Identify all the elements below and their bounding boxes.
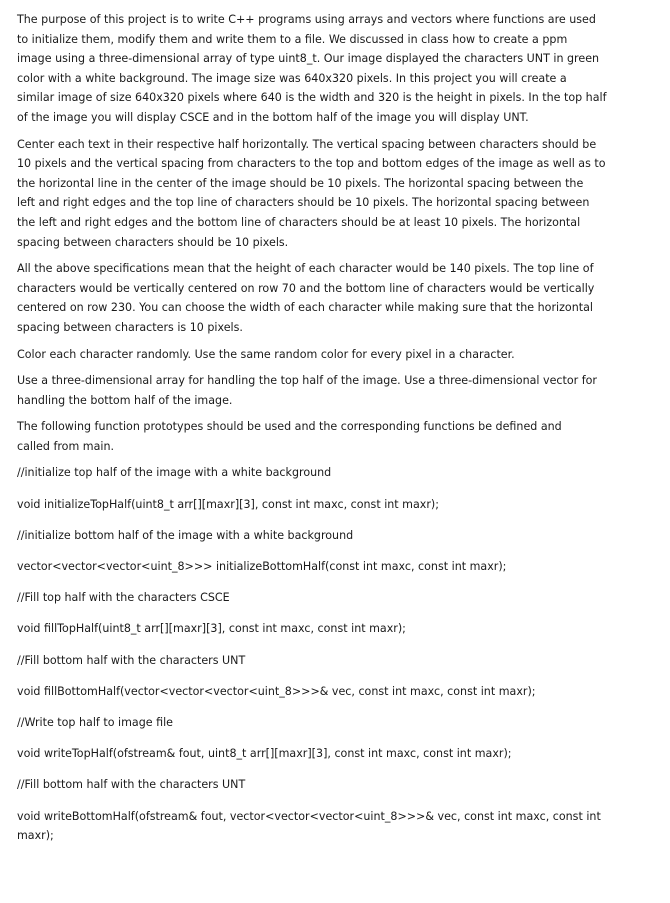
text-line: Color each character randomly. Use the same random color for every pixel in a character.: [17, 347, 515, 361]
code-comment-line: //initialize top half of the image with a white background: [17, 466, 332, 480]
text-line: maxr);: [17, 829, 54, 843]
paragraph: [17, 417, 658, 456]
function-prototype-line: void fillBottomHalf(vector<vector<vector<uint_8>>>& vec, const int maxc, const int maxr);: [17, 684, 536, 698]
code-comment-line: //Fill top half with the characters CSCE: [17, 591, 230, 605]
text-line: spacing between characters should be 10 pixels.: [17, 235, 289, 249]
paragraph: [17, 259, 658, 337]
function-prototype-line: vector<vector<vector<uint_8>>> initializeBottomHalf(const int maxc, const int maxr);: [17, 560, 507, 574]
paragraph: [17, 135, 658, 253]
description-section: [17, 10, 658, 456]
function-prototype-line: void initializeTopHalf(uint8_t arr[][maxr][3], const int maxc, const int maxr);: [17, 497, 439, 511]
function-prototype-line: void fillTopHalf(uint8_t arr[][maxr][3], const int maxc, const int maxr);: [17, 622, 406, 636]
text-line: similar image of size 640x320 pixels where 640 is the width and 320 is the height in pixels. In the top half: [17, 91, 607, 105]
text-line: handling the bottom half of the image.: [17, 393, 233, 407]
paragraph: [17, 10, 658, 128]
code-comment-line: //Write top half to image file: [17, 715, 173, 729]
text-line: All the above specifications mean that the height of each character would be 140 pixels. The top line of: [17, 262, 594, 276]
function-prototype-line: [17, 807, 658, 846]
text-line: Use a three-dimensional array for handling the top half of the image. Use a three-dimensional vector for: [17, 374, 597, 388]
paragraph: [17, 345, 658, 365]
text-line: the left and right edges and the bottom line of characters should be at least 10 pixels. The horizontal: [17, 215, 581, 229]
text-line: 10 pixels and the vertical spacing from characters to the top and bottom edges of the image as well as to: [17, 157, 606, 171]
text-line: of the image you will display CSCE and in the bottom half of the image you will display UNT.: [17, 110, 529, 124]
paragraph: [17, 371, 658, 410]
text-line: image using a three-dimensional array of type uint8_t. Our image displayed the characters UNT in green: [17, 52, 600, 66]
function-prototypes-section: [17, 463, 658, 845]
text-line: characters would be vertically centered on row 70 and the bottom line of characters would be vertically: [17, 281, 595, 295]
text-line: centered on row 230. You can choose the width of each character while making sure that the horizontal: [17, 301, 593, 315]
code-comment-line: //initialize bottom half of the image with a white background: [17, 528, 354, 542]
text-line: left and right edges and the top line of characters should be 10 pixels. The horizontal spacing between: [17, 196, 590, 210]
text-line: the horizontal line in the center of the image should be 10 pixels. The horizontal spacing between the: [17, 176, 584, 190]
text-line: The following function prototypes should be used and the corresponding functions be defined and: [17, 420, 562, 434]
code-comment-line: //Fill bottom half with the characters UNT: [17, 778, 246, 792]
text-line: color with a white background. The image size was 640x320 pixels. In this project you will create a: [17, 71, 567, 85]
function-prototype-line: void writeTopHalf(ofstream& fout, uint8_t arr[][maxr][3], const int maxc, const int maxr);: [17, 747, 512, 761]
text-line: void writeBottomHalf(ofstream& fout, vector<vector<vector<uint_8>>>& vec, const int maxc, const int: [17, 809, 601, 823]
text-line: Center each text in their respective half horizontally. The vertical spacing between characters should be: [17, 137, 597, 151]
text-line: to initialize them, modify them and write them to a file. We discussed in class how to create a ppm: [17, 32, 568, 46]
text-line: spacing between characters is 10 pixels.: [17, 320, 243, 334]
code-comment-line: //Fill bottom half with the characters UNT: [17, 653, 246, 667]
text-line: The purpose of this project is to write C++ programs using arrays and vectors where functions are used: [17, 13, 596, 26]
text-line: called from main.: [17, 439, 115, 453]
